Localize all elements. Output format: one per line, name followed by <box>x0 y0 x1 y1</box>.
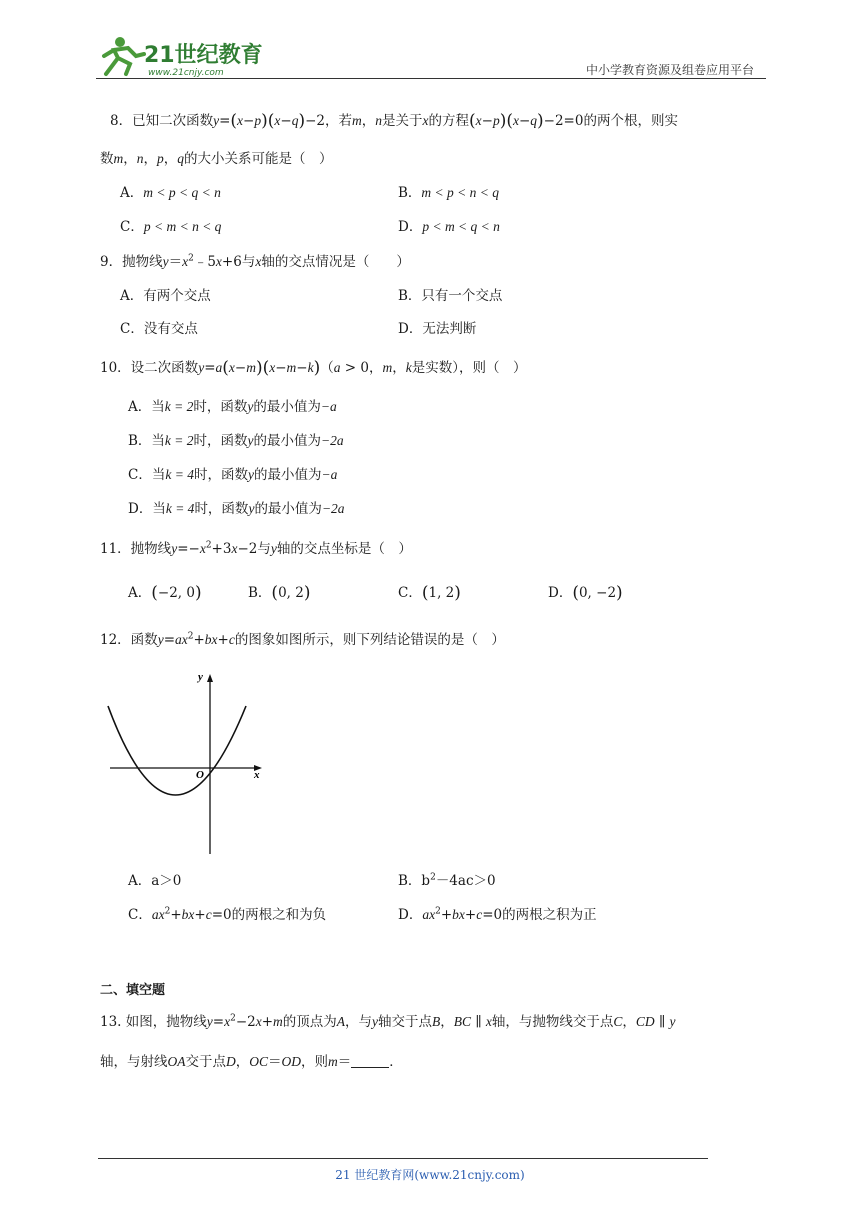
q8-option-a[interactable]: A．m < p < q < n <box>120 185 221 201</box>
answer-blank[interactable] <box>351 1055 389 1068</box>
question-13-line1: 13. 如图，抛物线$y=x^2-2x+m$的顶点为A，与y轴交于点B，BC ∥ x轴，与抛物线交于点C，CD ∥ y <box>100 1013 676 1030</box>
site-logo <box>96 34 266 78</box>
x-axis-label: x <box>254 769 260 781</box>
q9-option-c[interactable]: C．没有交点 <box>120 321 198 337</box>
q8-option-c[interactable]: C．p < m < n < q <box>120 219 222 235</box>
q12-option-c[interactable]: C．$ax^2+bx+c=0$的两根之和为负 <box>128 906 327 923</box>
q10-option-c[interactable]: C．当k = 4时，函数y的最小值为−a <box>128 467 338 483</box>
y-axis-label: y <box>198 671 203 683</box>
q8-option-b[interactable]: B．m < p < n < q <box>398 185 500 201</box>
question-10-stem: 10．设二次函数y=a(x−m)(x−m−k)（a > 0，m，k是实数），则（ ） <box>100 358 527 378</box>
question-8-line1: 8．已知二次函数y=(x−p)(x−q)−2，若m，n是关于x的方程(x−p)(x−q)−2=0的两个根，则实 <box>110 111 678 131</box>
q12-option-a[interactable]: A．a＞0 <box>128 873 182 889</box>
q9-option-a[interactable]: A．有两个交点 <box>120 288 211 304</box>
runner-icon <box>104 37 144 74</box>
logo-text: 21世纪教育 <box>144 43 263 68</box>
parabola-graph <box>100 668 270 858</box>
footer-text[interactable]: 21 世纪教育网(www.21cnjy.com) <box>335 1168 525 1182</box>
q11-option-b[interactable]: B．(0, 2) <box>248 583 311 603</box>
y-axis-arrow <box>207 674 213 682</box>
q11-option-c[interactable]: C．(1, 2) <box>398 583 461 603</box>
q9-option-b[interactable]: B．只有一个交点 <box>398 288 503 304</box>
q10-option-a[interactable]: A．当k = 2时，函数y的最小值为−a <box>128 399 337 415</box>
question-9-stem: 9．抛物线$y=x^2﹣5x+6$与x轴的交点情况是（ ） <box>100 253 410 270</box>
question-12-stem: 12．函数$y=ax^2+bx+c$的图象如图所示，则下列结论错误的是（ ） <box>100 631 505 648</box>
q9-option-d[interactable]: D．无法判断 <box>398 321 477 337</box>
parabola-curve <box>108 706 246 795</box>
q10-option-d[interactable]: D．当k = 4时，函数y的最小值为−2a <box>128 501 345 517</box>
page-header <box>96 34 766 80</box>
question-8-line2: 数m，n，p，q的大小关系可能是（ ） <box>100 151 333 167</box>
q8-option-d[interactable]: D．p < m < q < n <box>398 219 500 235</box>
q12-option-b[interactable]: B．$b^2-4ac>0$ <box>398 872 496 889</box>
footer-divider <box>98 1158 708 1159</box>
q12-option-d[interactable]: D．$ax^2+bx+c=0$的两根之积为正 <box>398 906 597 923</box>
site-name: 中小学教育资源及组卷应用平台 <box>585 63 754 77</box>
q11-option-d[interactable]: D．(0, −2) <box>548 583 623 603</box>
section-title-fill-in: 二、填空题 <box>100 983 166 998</box>
logo-sub: www.21cnjy.com <box>148 68 224 78</box>
q10-option-b[interactable]: B．当k = 2时，函数y的最小值为−2a <box>128 433 344 449</box>
origin-label: O <box>196 769 204 781</box>
q11-option-a[interactable]: A．(−2, 0) <box>128 583 202 603</box>
question-13-line2: 轴，与射线OA交于点D，OC＝OD，则m＝ ． <box>100 1054 403 1070</box>
header-divider <box>96 78 766 79</box>
question-11-stem: 11．抛物线$y=-x^2+3x-2$与y轴的交点坐标是（ ） <box>100 540 412 557</box>
